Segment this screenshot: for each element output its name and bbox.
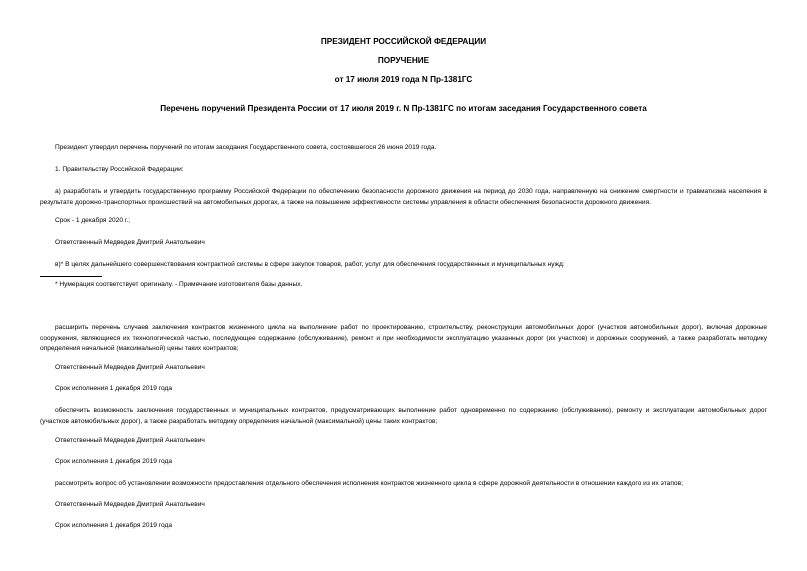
deadline-3: Срок исполнения 1 декабря 2019 года (55, 458, 173, 465)
responsible-3: Ответственный Медведев Дмитрий Анатольевич (55, 437, 205, 444)
deadline-2: Срок исполнения 1 декабря 2019 года (55, 385, 173, 392)
responsible-2: Ответственный Медведев Дмитрий Анатольевич (55, 364, 205, 371)
responsible-4: Ответственный Медведев Дмитрий Анатольевич (55, 501, 205, 508)
item-1a-paragraph: а) разработать и утвердить государственную программу Российской Федерации по обеспечению безопасности дорожного движения на период до 2030 года, направленную на снижение смертности и травматизма населения в результате дорожно-транспортных происшествий на автомобильных дорогах, а также на повышение эффективности системы управления в области обеспечения безопасности дорожного движения. (40, 188, 767, 206)
header-org: ПРЕЗИДЕНТ РОССИЙСКОЙ ФЕДЕРАЦИИ (320, 37, 487, 46)
item-1-heading: 1. Правительству Российской Федерации: (55, 166, 184, 173)
responsible-1: Ответственный Медведев Дмитрий Анатольевич (55, 239, 205, 246)
deadline-4: Срок исполнения 1 декабря 2019 года (55, 522, 173, 529)
deadline-1: Срок - 1 декабря 2020 г.; (55, 217, 131, 224)
ensure-contracts-paragraph: обеспечить возможность заключения государственных и муниципальных контрактов, предусматривающих выполнение работ одновременно по содержанию (обслуживанию), ремонту и эксплуатации автомобильных дорог (участков автомобильных дорог), а также разработать методику определения начальной (максимальной) цены таких контрактов; (40, 407, 767, 425)
intro-paragraph: Президент утвердил перечень поручений по итогам заседания Государственного совета, состоявшегося 26 июня 2019 года. (55, 144, 437, 151)
header-date-number: от 17 июля 2019 года N Пр-1381ГС (334, 75, 473, 84)
footnote-divider (40, 276, 102, 277)
item-1v-paragraph: в)* В целях дальнейшего совершенствования контрактной системы в сфере закупок товаров, работ, услуг для обеспечения государственных и муниципальных нужд: (55, 261, 565, 268)
header-doc-type: ПОРУЧЕНИЕ (377, 56, 430, 65)
footnote: * Нумерация соответствует оригиналу. - Примечание изготовителя базы данных. (55, 281, 303, 288)
expand-list-paragraph: расширить перечень случаев заключения контрактов жизненного цикла на выполнение работ по проектированию, строительству, реконструкции автомобильных дорог (участков автомобильных дорог), включая дорожные сооружения, являющиеся их технологической частью, последующее содержание (обслуживание), ремонт и при необходимости эксплуатацию указанных дорог (их участков) и дорожных сооружений, а также разработать методику определения начальной (максимальной) цены таких контрактов; (40, 324, 767, 353)
document-title: Перечень поручений Президента России от 17 июля 2019 г. N Пр-1381ГС по итогам заседания Государственного совета (160, 104, 647, 113)
consider-question-paragraph: рассмотреть вопрос об установлении возможности предоставления отдельного обеспечения исполнения контрактов жизненного цикла в сфере дорожной деятельности в отношении каждого из их этапов; (55, 480, 683, 487)
